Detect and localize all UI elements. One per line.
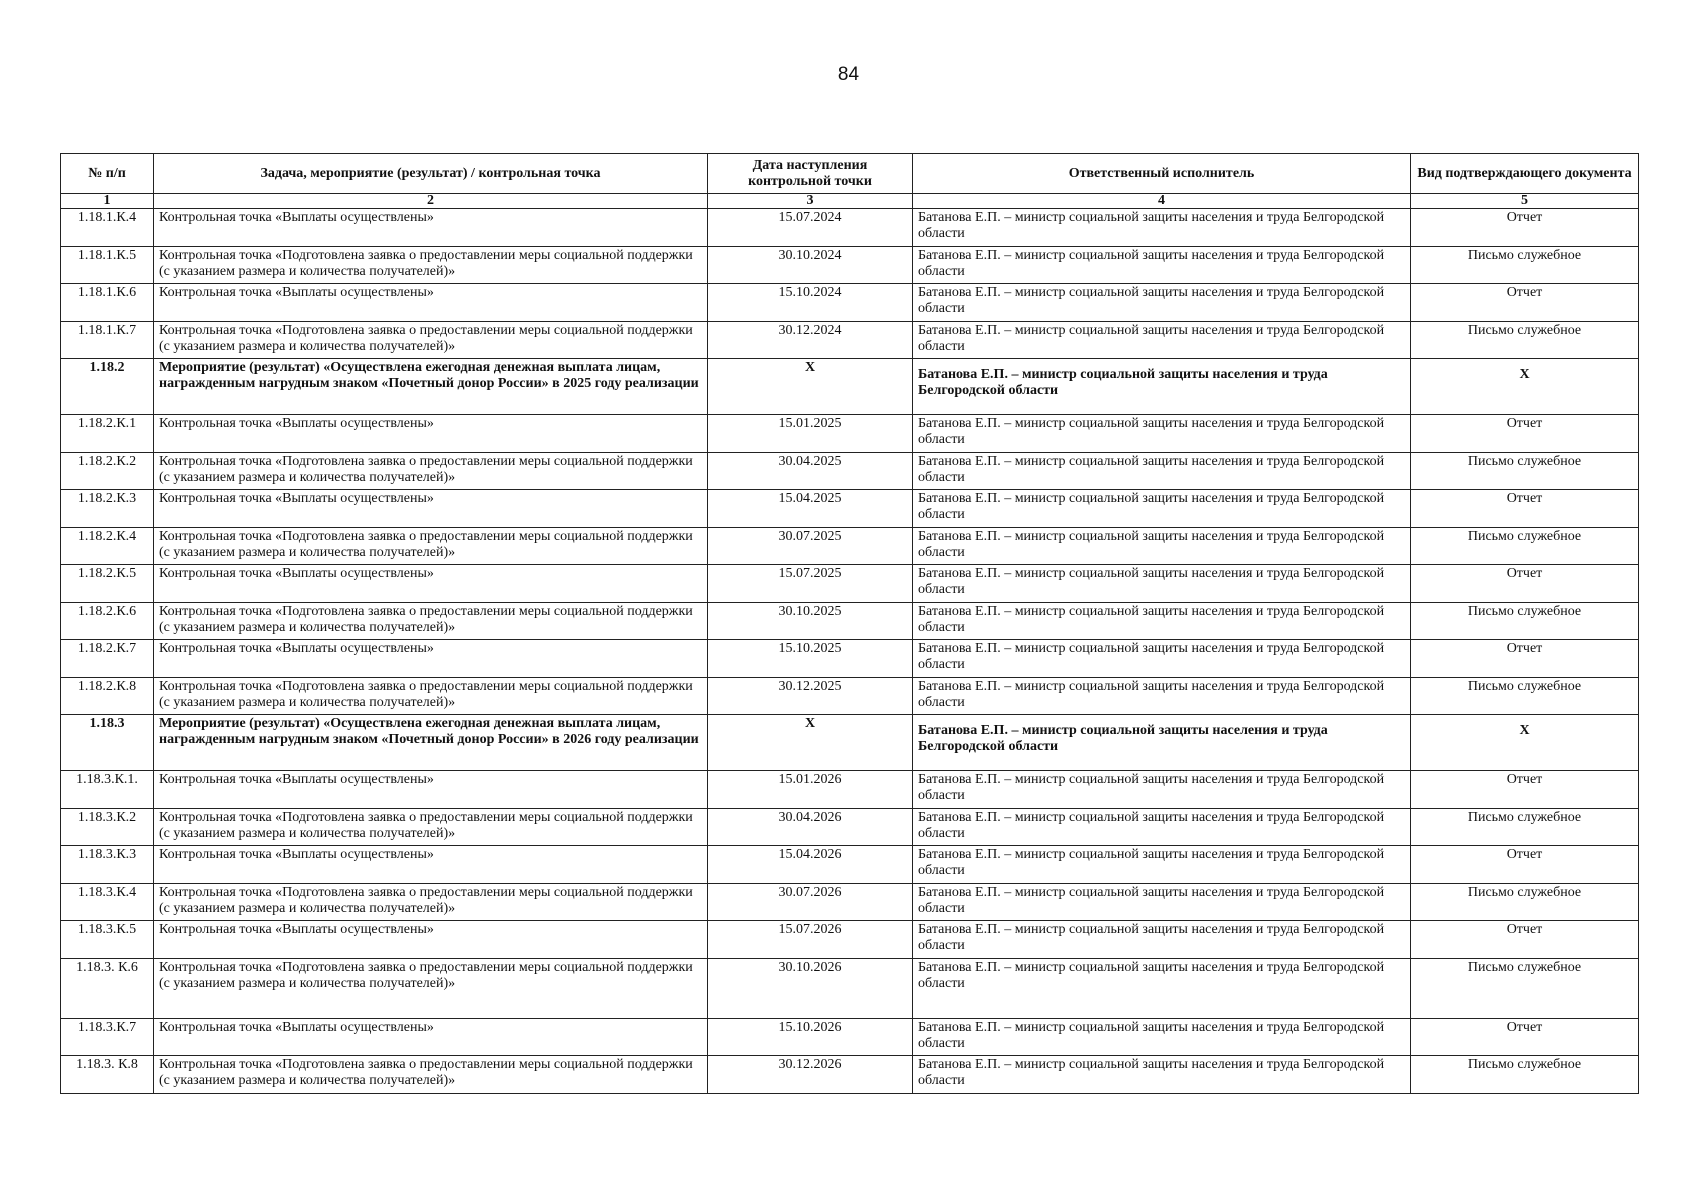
row-number: 1.18.2.К.2 [61,452,154,490]
responsible-cell: Батанова Е.П. – министр социальной защиты населения и труда Белгородской области [913,1018,1411,1056]
row-number: 1.18.3.К.3 [61,846,154,884]
responsible-cell: Батанова Е.П. – министр социальной защиты населения и труда Белгородской области [913,846,1411,884]
responsible-cell: Батанова Е.П. – министр социальной защиты населения и труда Белгородской области [913,490,1411,528]
document-type-cell: Письмо служебное [1411,677,1639,715]
document-type-cell: Отчет [1411,565,1639,603]
column-number-row [61,194,1639,209]
table-row [61,209,1639,247]
row-number: 1.18.3.К.2 [61,808,154,846]
table-row [61,1018,1639,1056]
row-number: 1.18.3.К.1. [61,771,154,809]
task-cell: Контрольная точка «Выплаты осуществлены» [154,640,708,678]
date-cell: 30.12.2025 [708,677,913,715]
row-number: 1.18.3.К.7 [61,1018,154,1056]
document-type-cell: Отчет [1411,1018,1639,1056]
responsible-cell: Батанова Е.П. – министр социальной защиты населения и труда Белгородской области [913,771,1411,809]
date-cell: 30.07.2025 [708,527,913,565]
task-cell: Контрольная точка «Подготовлена заявка о предоставлении меры социальной поддержки (с указанием размера и количества получателей)» [154,958,708,1018]
task-cell: Контрольная точка «Подготовлена заявка о предоставлении меры социальной поддержки (с указанием размера и количества получателей)» [154,246,708,284]
task-cell: Контрольная точка «Выплаты осуществлены» [154,490,708,528]
responsible-cell: Батанова Е.П. – министр социальной защиты населения и труда Белгородской области [913,677,1411,715]
page-number: 84 [837,64,860,85]
activity-row [61,715,1639,771]
task-cell: Контрольная точка «Выплаты осуществлены» [154,565,708,603]
table-row [61,246,1639,284]
table-row [61,846,1639,884]
responsible-cell: Батанова Е.П. – министр социальной защиты населения и труда Белгородской области [913,452,1411,490]
date-cell: Х [708,359,913,415]
task-cell: Контрольная точка «Подготовлена заявка о предоставлении меры социальной поддержки (с указанием размера и количества получателей)» [154,452,708,490]
table-row [61,452,1639,490]
header-number: № п/п [61,154,154,194]
row-number: 1.18.1.К.7 [61,321,154,359]
table-row [61,527,1639,565]
task-cell: Контрольная точка «Выплаты осуществлены» [154,284,708,322]
document-type-cell: Письмо служебное [1411,808,1639,846]
date-cell: 15.07.2026 [708,921,913,959]
date-cell: 15.10.2025 [708,640,913,678]
table-row [61,490,1639,528]
header-responsible: Ответственный исполнитель [913,154,1411,194]
date-cell: 15.04.2025 [708,490,913,528]
responsible-cell: Батанова Е.П. – министр социальной защиты населения и труда Белгородской области [913,246,1411,284]
table-row [61,1056,1639,1094]
task-cell: Контрольная точка «Подготовлена заявка о предоставлении меры социальной поддержки (с указанием размера и количества получателей)» [154,527,708,565]
document-type-cell: Письмо служебное [1411,1056,1639,1094]
task-cell: Контрольная точка «Выплаты осуществлены» [154,415,708,453]
document-type-cell: Письмо служебное [1411,321,1639,359]
document-type-cell: Письмо служебное [1411,452,1639,490]
table-header-row [61,154,1639,194]
document-type-cell: Письмо служебное [1411,958,1639,1018]
document-type-cell: Письмо служебное [1411,883,1639,921]
row-number: 1.18.1.К.5 [61,246,154,284]
document-type-cell: Отчет [1411,284,1639,322]
table-row [61,284,1639,322]
row-number: 1.18.2.К.7 [61,640,154,678]
document-type-cell: Х [1411,715,1639,771]
document-type-cell: Отчет [1411,846,1639,884]
table-row [61,565,1639,603]
table-row [61,415,1639,453]
document-type-cell: Отчет [1411,771,1639,809]
document-type-cell: Отчет [1411,415,1639,453]
date-cell: 30.10.2024 [708,246,913,284]
date-cell: 15.04.2026 [708,846,913,884]
responsible-cell: Батанова Е.П. – министр социальной защиты населения и труда Белгородской области [913,527,1411,565]
responsible-cell: Батанова Е.П. – министр социальной защиты населения и труда Белгородской области [913,565,1411,603]
task-cell: Контрольная точка «Выплаты осуществлены» [154,1018,708,1056]
responsible-cell: Батанова Е.П. – министр социальной защиты населения и труда Белгородской области [913,321,1411,359]
row-number: 1.18.1.К.6 [61,284,154,322]
document-type-cell: Письмо служебное [1411,246,1639,284]
date-cell: 15.10.2026 [708,1018,913,1056]
task-cell: Мероприятие (результат) «Осуществлена ежегодная денежная выплата лицам, награжденным нагрудным знаком «Почетный донор России» в 2026 году реализации [154,715,708,771]
task-cell: Контрольная точка «Выплаты осуществлены» [154,771,708,809]
document-type-cell: Отчет [1411,640,1639,678]
row-number: 1.18.2.К.1 [61,415,154,453]
task-cell: Контрольная точка «Подготовлена заявка о предоставлении меры социальной поддержки (с указанием размера и количества получателей)» [154,1056,708,1094]
responsible-cell: Батанова Е.П. – министр социальной защиты населения и труда Белгородской области [913,883,1411,921]
document-type-cell: Отчет [1411,209,1639,247]
task-cell: Контрольная точка «Выплаты осуществлены» [154,209,708,247]
table-body [61,209,1639,1094]
date-cell: 30.10.2026 [708,958,913,1018]
date-cell: 15.07.2025 [708,565,913,603]
date-cell: 15.01.2025 [708,415,913,453]
table-row [61,808,1639,846]
header-date: Дата наступления контрольной точки [708,154,913,194]
task-cell: Контрольная точка «Подготовлена заявка о предоставлении меры социальной поддержки (с указанием размера и количества получателей)» [154,677,708,715]
date-cell: 15.07.2024 [708,209,913,247]
control-points-table [60,153,1639,1094]
row-number: 1.18.3 [61,715,154,771]
row-number: 1.18.3. К.6 [61,958,154,1018]
table-row [61,883,1639,921]
row-number: 1.18.1.К.4 [61,209,154,247]
table-row [61,921,1639,959]
responsible-cell: Батанова Е.П. – министр социальной защиты населения и труда Белгородской области [913,602,1411,640]
table-row [61,602,1639,640]
activity-row [61,359,1639,415]
table-row [61,321,1639,359]
column-number: 5 [1411,194,1639,209]
responsible-cell: Батанова Е.П. – министр социальной защиты населения и труда Белгородской области [913,921,1411,959]
table-row [61,958,1639,1018]
responsible-cell: Батанова Е.П. – министр социальной защиты населения и труда Белгородской области [913,209,1411,247]
date-cell: Х [708,715,913,771]
date-cell: 30.04.2026 [708,808,913,846]
task-cell: Контрольная точка «Подготовлена заявка о предоставлении меры социальной поддержки (с указанием размера и количества получателей)» [154,808,708,846]
column-number: 2 [154,194,708,209]
task-cell: Контрольная точка «Выплаты осуществлены» [154,846,708,884]
row-number: 1.18.2.К.4 [61,527,154,565]
column-number: 1 [61,194,154,209]
column-number: 3 [708,194,913,209]
document-type-cell: Письмо служебное [1411,527,1639,565]
responsible-cell: Батанова Е.П. – министр социальной защиты населения и труда Белгородской области [913,415,1411,453]
header-task: Задача, мероприятие (результат) / контрольная точка [154,154,708,194]
responsible-cell: Батанова Е.П. – министр социальной защиты населения и труда Белгородской области [913,1056,1411,1094]
task-cell: Контрольная точка «Подготовлена заявка о предоставлении меры социальной поддержки (с указанием размера и количества получателей)» [154,883,708,921]
row-number: 1.18.3. К.8 [61,1056,154,1094]
date-cell: 30.07.2026 [708,883,913,921]
responsible-cell: Батанова Е.П. – министр социальной защиты населения и труда Белгородской области [913,958,1411,1018]
date-cell: 30.12.2024 [708,321,913,359]
date-cell: 30.04.2025 [708,452,913,490]
date-cell: 30.12.2026 [708,1056,913,1094]
responsible-cell: Батанова Е.П. – министр социальной защиты населения и труда Белгородской области [913,359,1411,415]
task-cell: Контрольная точка «Подготовлена заявка о предоставлении меры социальной поддержки (с указанием размера и количества получателей)» [154,321,708,359]
task-cell: Контрольная точка «Выплаты осуществлены» [154,921,708,959]
date-cell: 15.01.2026 [708,771,913,809]
row-number: 1.18.2.К.3 [61,490,154,528]
row-number: 1.18.2 [61,359,154,415]
responsible-cell: Батанова Е.П. – министр социальной защиты населения и труда Белгородской области [913,284,1411,322]
document-type-cell: Письмо служебное [1411,602,1639,640]
row-number: 1.18.2.К.6 [61,602,154,640]
header-document-type: Вид подтверждающего документа [1411,154,1639,194]
row-number: 1.18.2.К.8 [61,677,154,715]
row-number: 1.18.3.К.5 [61,921,154,959]
row-number: 1.18.2.К.5 [61,565,154,603]
column-number: 4 [913,194,1411,209]
document-type-cell: Х [1411,359,1639,415]
document-type-cell: Отчет [1411,490,1639,528]
responsible-cell: Батанова Е.П. – министр социальной защиты населения и труда Белгородской области [913,640,1411,678]
document-type-cell: Отчет [1411,921,1639,959]
table-row [61,677,1639,715]
date-cell: 15.10.2024 [708,284,913,322]
task-cell: Контрольная точка «Подготовлена заявка о предоставлении меры социальной поддержки (с указанием размера и количества получателей)» [154,602,708,640]
date-cell: 30.10.2025 [708,602,913,640]
responsible-cell: Батанова Е.П. – министр социальной защиты населения и труда Белгородской области [913,808,1411,846]
task-cell: Мероприятие (результат) «Осуществлена ежегодная денежная выплата лицам, награжденным нагрудным знаком «Почетный донор России» в 2025 году реализации [154,359,708,415]
table-row [61,771,1639,809]
table-row [61,640,1639,678]
responsible-cell: Батанова Е.П. – министр социальной защиты населения и труда Белгородской области [913,715,1411,771]
row-number: 1.18.3.К.4 [61,883,154,921]
